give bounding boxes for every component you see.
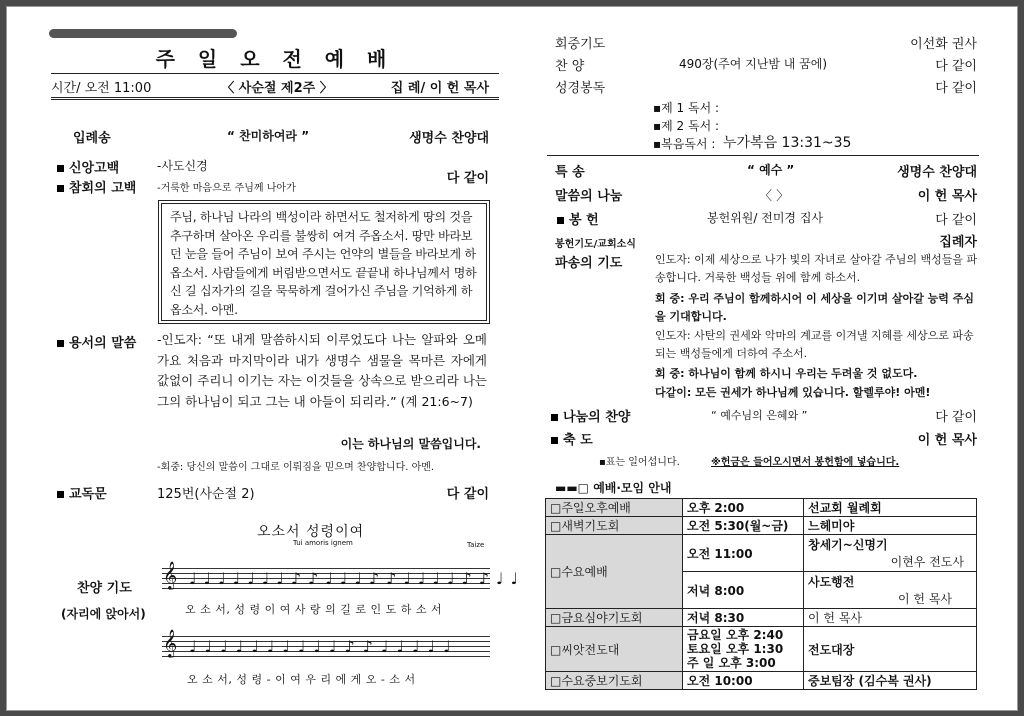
- schedule-time: 오후 2:00: [683, 499, 804, 517]
- song-latin: Tui amoris ignem: [293, 539, 353, 547]
- header-bar: [49, 29, 237, 38]
- absolution-label: 용서의 말씀: [57, 332, 136, 351]
- hymn-label: 찬 양: [555, 59, 585, 74]
- absolution-response: -회중: 당신의 말씀이 그대로 이뤄짐을 믿으며 찬양합니다. 아멘.: [157, 462, 435, 473]
- note-standing: ▪표는 일어섭니다.: [599, 457, 680, 468]
- bullet-icon: [551, 437, 558, 444]
- benediction-who: 이 헌 목사: [917, 433, 977, 448]
- schedule-name: □씨앗전도대: [546, 627, 683, 672]
- offering-who: 다 같이: [935, 213, 977, 228]
- offering-label: 봉 헌: [557, 209, 599, 228]
- table-row: [546, 609, 977, 627]
- offering-committee: 봉헌위원/ 전미경 집사: [707, 211, 824, 225]
- schedule-time: 오전 11:00: [683, 535, 804, 572]
- response-song-title: “ 예수님의 은혜와 ”: [711, 409, 808, 422]
- bullet-icon: [57, 165, 64, 172]
- bullet-icon: [57, 185, 64, 192]
- schedule-time: 오전 5:30(월~금): [683, 517, 804, 535]
- offering-prayer-who: 집례자: [939, 235, 977, 250]
- sermon-title: 〈 〉: [759, 189, 790, 204]
- prayer-song-label: 찬양 기도: [77, 581, 132, 596]
- divider: [51, 97, 499, 100]
- reading-gospel: ▪복음독서 :: [653, 137, 716, 151]
- lyrics-line-2: 오 소 서, 성 령 - 이 여 우 리 에 게 오 - 소 서: [187, 673, 416, 686]
- bullet-icon: [551, 414, 558, 421]
- music-notes: ♩♩♩♩♩♩♩♪♪♩♩♩♪♪♩♩♩♩♪♪♩♩: [189, 569, 526, 588]
- special-song-who: 생명수 찬양대: [897, 165, 977, 180]
- presider: 집 례/ 이 헌 목사: [390, 81, 489, 96]
- sermon-who: 이 헌 목사: [917, 189, 977, 204]
- sending-line-2: 회 중: 우리 주님이 함께하시어 이 세상을 이기며 살아갈 능력 주심을 기대합니다.: [655, 292, 974, 323]
- table-row: [546, 535, 977, 572]
- schedule-who: 선교회 월례회: [804, 499, 977, 517]
- schedule-table: [545, 498, 977, 690]
- sermon-label: 말씀의 나눔: [555, 189, 623, 204]
- schedule-who: 전도대장: [804, 627, 977, 672]
- schedule-who: 창세기~신명기 이현우 전도사: [804, 535, 977, 572]
- bulletin-page: [6, 6, 1018, 711]
- song-title: 오소서 성령이여: [257, 524, 365, 540]
- confession-who: 다 같이: [446, 171, 489, 186]
- prelude-song: “ 찬미하여라 ”: [227, 129, 310, 143]
- schedule-who: 이 헌 목사: [804, 609, 977, 627]
- bullet-icon: [557, 217, 564, 224]
- table-row: [546, 672, 977, 690]
- creed-label: 신앙고백: [57, 157, 119, 176]
- schedule-who: 중보팀장 (김수복 권사): [804, 672, 977, 690]
- schedule-name: □수요중보기도회: [546, 672, 683, 690]
- treble-clef-icon: 𝄞: [163, 561, 178, 589]
- scripture-label: 성경봉독: [555, 81, 606, 96]
- creed-text: -사도신경: [157, 159, 208, 173]
- service-title: 주 일 오 전 예 배: [155, 47, 395, 71]
- schedule-name: □주일오후예배: [546, 499, 683, 517]
- hymn-who: 다 같이: [935, 59, 977, 74]
- lyrics-line-1: 오 소 서, 성 령 이 여 사 랑 의 길 로 인 도 하 소 서: [185, 603, 443, 616]
- table-row: [546, 499, 977, 517]
- responsive-label: 교독문: [57, 483, 107, 502]
- scripture-who: 다 같이: [935, 81, 977, 96]
- sending-line-4: 회 중: 하나님이 함께 하시니 우리는 두려울 것 없도다.: [655, 367, 918, 380]
- responsive-who: 다 같이: [446, 487, 489, 502]
- confession-intro: -거룩한 마음으로 주님께 나아가: [157, 183, 296, 194]
- prayer-song-sub: (자리에 앉아서): [61, 607, 146, 621]
- schedule-name: □금요심야기도회: [546, 609, 683, 627]
- sending-prayer-label: 파송의 기도: [555, 256, 623, 271]
- sending-line-3: 인도자: 사탄의 권세와 악마의 계교를 이겨낼 지혜를 세상으로 파송되는 백성들에게 더하여 주소서.: [655, 329, 974, 360]
- special-song-title: “ 예수 ”: [747, 163, 795, 177]
- schedule-time: 금요일 오후 2:40 토요일 오후 1:30 주 일 오후 3:00: [683, 627, 804, 672]
- response-song-label: 나눔의 찬양: [551, 406, 630, 425]
- absolution-closing: 이는 하나님의 말씀입니다.: [340, 437, 481, 451]
- absolution-text: -인도자: “또 내게 말씀하시되 이루었도다 나는 알파와 오메가요 처음과 마지막이라 내가 생명수 샘물을 목마른 자에게 값없이 주리니 이기는 자는 이것들을 상속으로 받으리라 나는 그의 하나님이 되고 그는 내 아들이 되리라.” (계 21:6~7): [157, 332, 487, 409]
- bullet-icon: [57, 340, 64, 347]
- confession-label: 참회의 고백: [57, 177, 136, 196]
- reading-2: ▪제 2 독서 :: [653, 119, 720, 133]
- divider: [547, 155, 979, 156]
- responsive-text: 125번(사순절 2): [157, 487, 255, 502]
- prelude-label: 입례송: [73, 131, 111, 146]
- schedule-who: 사도행전 이 헌 목사: [804, 572, 977, 609]
- congregational-prayer-label: 회중기도: [555, 37, 606, 52]
- divider: [51, 73, 499, 74]
- schedule-time: 오전 10:00: [683, 672, 804, 690]
- liturgical-season: 〈 사순절 제2주 〉: [221, 81, 333, 96]
- gospel-reference: 누가복음 13:31~35: [723, 135, 852, 151]
- schedule-name: □수요예배: [546, 535, 683, 609]
- schedule-who: 느헤미야: [804, 517, 977, 535]
- schedule-time: 저녁 8:30: [683, 609, 804, 627]
- music-notes: ♩♩♩♩♩♩♩♩♩♩♪♪♩♩♩♩♩: [189, 637, 459, 656]
- treble-clef-icon: 𝄞: [163, 629, 178, 657]
- sending-line-5: 다같이: 모든 권세가 하나님께 있습니다. 할렐루야! 아멘!: [655, 386, 931, 399]
- table-row: [546, 517, 977, 535]
- bullet-icon: [57, 491, 64, 498]
- benediction-label: 축 도: [551, 429, 593, 448]
- confession-box: 주님, 하나님 나라의 백성이라 하면서도 철저하게 땅의 것을 추구하며 살아온 우리를 불쌍히 여겨 주옵소서. 땅만 바라보던 눈을 들어 주님이 보여 주시는 언약의 별들을 바라보게 하옵소서. 사람들에게 버림받으면서도 끝끝내 하나님께서 명하신 길 십자가의 길을 묵묵하게 걸어가신 주님을 기억하게 하옵소서. 아멘.: [161, 203, 487, 321]
- sending-line-1: 인도자: 이제 세상으로 나가 빛의 자녀로 살아갈 주님의 백성들을 파송합니다. 거룩한 백성들 위에 함께 하소서.: [655, 253, 978, 284]
- hymn-title: 490장(주여 지난밤 내 꿈에): [679, 57, 828, 71]
- service-time: 시간/ 오전 11:00: [51, 81, 152, 96]
- song-composer: Taize: [467, 541, 485, 549]
- reading-1: ▪제 1 독서 :: [653, 101, 720, 115]
- prelude-performer: 생명수 찬양대: [409, 131, 489, 146]
- schedule-name: □새벽기도회: [546, 517, 683, 535]
- response-song-who: 다 같이: [935, 410, 977, 425]
- table-row: [546, 627, 977, 672]
- congregational-prayer-who: 이선화 권사: [910, 37, 977, 52]
- offering-prayer-label: 봉헌기도/교회소식: [555, 239, 636, 250]
- special-song-label: 특 송: [555, 165, 585, 180]
- schedule-time: 저녁 8:00: [683, 572, 804, 609]
- schedule-title: ▬▬□ 예배·모임 안내: [555, 481, 672, 495]
- note-offering: ※헌금은 들어오시면서 봉헌함에 넣습니다.: [711, 457, 900, 468]
